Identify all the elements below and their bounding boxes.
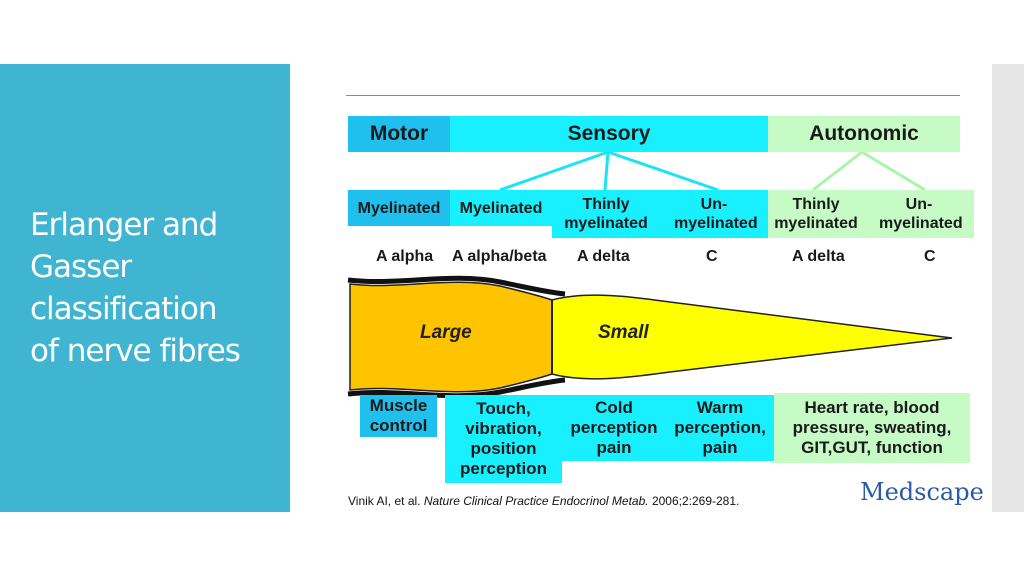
fibre-type-label: Thinly myelinated <box>564 196 648 232</box>
category-label: Motor <box>369 122 429 145</box>
function-box <box>562 395 666 461</box>
large-label: Large <box>420 322 472 343</box>
fibre-class-label: A alpha <box>376 248 434 265</box>
fibre-class-label: C <box>706 248 718 265</box>
title-line: Gasser <box>30 249 132 285</box>
fibre-type-label: Un-myelinated <box>879 196 963 232</box>
function-label: Warm perception, pain <box>674 398 766 457</box>
function-label: Heart rate, blood pressure, sweating, GIT,GUT, function <box>792 398 952 457</box>
function-label: Cold perception pain <box>570 398 658 457</box>
fibre-type-box <box>864 190 974 238</box>
fibre-class-label: C <box>924 248 936 265</box>
category-label: Autonomic <box>809 122 919 145</box>
fibre-type-box <box>450 190 552 226</box>
function-box <box>360 395 437 437</box>
function-box <box>445 395 562 483</box>
category-sensory <box>450 116 768 152</box>
category-autonomic <box>768 116 960 152</box>
medscape-logo: Medscape <box>860 478 984 506</box>
title-line: classification <box>30 291 217 327</box>
citation-ref: 2006;2:269-281. <box>651 494 740 508</box>
small-label: Small <box>598 322 649 343</box>
citation <box>348 494 739 508</box>
citation-journal: Nature Clinical Practice Endocrinol Metab. <box>423 494 649 508</box>
function-box <box>774 393 970 463</box>
fibre-class-label: A delta <box>577 248 630 265</box>
fibre-type-box <box>768 190 864 238</box>
fibre-type-label: Un-myelinated <box>674 196 758 232</box>
category-label: Sensory <box>567 122 651 145</box>
title-line: Erlanger and <box>30 207 218 243</box>
fibre-type-box <box>348 190 450 226</box>
function-box <box>666 395 774 461</box>
citation-authors: Vinik AI, et al. <box>348 494 421 508</box>
fibre-class-label: A alpha/beta <box>452 248 547 265</box>
function-label: Touch, vibration, position perception <box>460 399 547 478</box>
fibre-type-box <box>552 190 660 238</box>
fibre-type-label: Myelinated <box>459 199 543 217</box>
fibre-type-label: Myelinated <box>357 199 441 217</box>
function-label: Muscle control <box>369 396 428 435</box>
category-motor <box>348 116 450 152</box>
fibre-type-label: Thinly myelinated <box>774 196 858 232</box>
fibre-class-label: A delta <box>792 248 845 265</box>
fibre-diameter-diagram <box>340 272 960 402</box>
fibre-type-box <box>660 190 768 238</box>
title-line: of nerve fibres <box>30 333 240 369</box>
